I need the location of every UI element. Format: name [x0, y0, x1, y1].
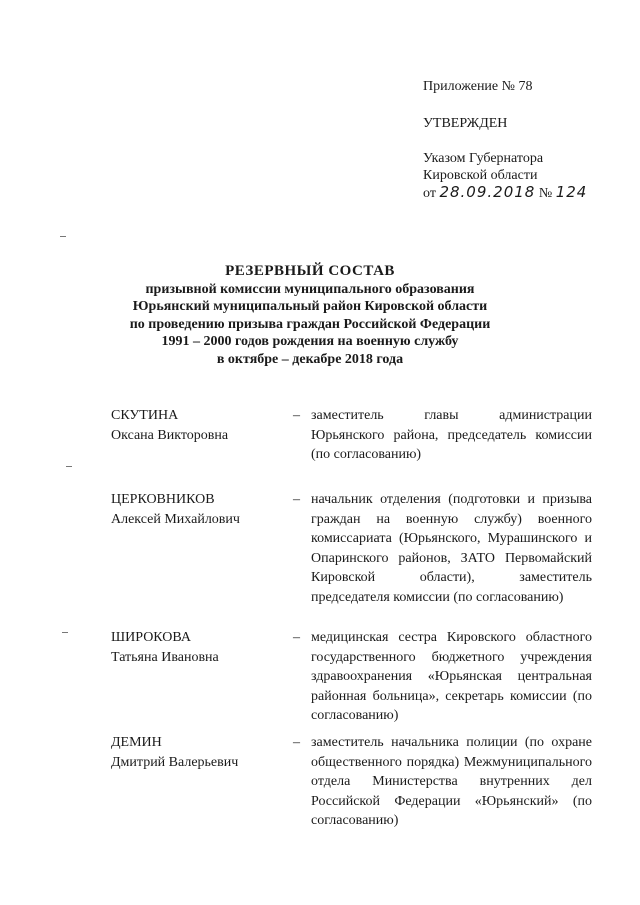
handwritten-number: 124 — [555, 183, 588, 201]
member-surname: СКУТИНА — [111, 408, 179, 423]
approval-block — [423, 78, 587, 202]
dash-separator: – — [293, 492, 300, 507]
title-line: в октябре – декабре 2018 года — [216, 351, 404, 367]
title-line: по проведению призыва граждан Российской Федерации — [129, 316, 491, 332]
document-title — [120, 263, 500, 368]
member-given-name: Алексей Михайлович — [111, 511, 240, 527]
member-role: заместитель главы администрации Юрьянского района, председатель комиссии (по согласованию) — [311, 408, 592, 462]
scan-speck — [60, 236, 66, 237]
scan-speck — [62, 632, 68, 633]
number-prefix: № — [538, 186, 553, 201]
appendix-number: Приложение № 78 — [423, 79, 533, 94]
approved-label: УТВЕРЖДЕН — [423, 116, 508, 131]
title-main: РЕЗЕРВНЫЙ СОСТАВ — [225, 263, 395, 279]
member-role: медицинская сестра Кировского областного государственного бюджетного учреждения здравоохранения «Юрьянская центральная районная больница», секретарь комиссии (по согласованию) — [311, 630, 592, 723]
member-role: заместитель начальника полиции (по охране общественного порядка) Межмуниципального отдела Министерства внутренних дел Российской Федерации «Юрьянский» (по согласованию) — [311, 735, 592, 828]
title-line: Юрьянский муниципальный район Кировской области — [132, 299, 488, 314]
decree-date-line — [423, 184, 587, 202]
handwritten-date: 28.09.2018 — [439, 183, 536, 201]
member-name — [111, 490, 240, 529]
member-surname: ШИРОКОВА — [111, 630, 191, 645]
member-given-name: Дмитрий Валерьевич — [111, 754, 239, 770]
member-name — [111, 733, 238, 772]
scan-speck — [66, 466, 72, 467]
member-surname: ЦЕРКОВНИКОВ — [111, 492, 215, 507]
member-name — [111, 628, 219, 667]
decree-line-2: Кировской области — [423, 168, 538, 183]
member-given-name: Оксана Викторовна — [111, 427, 229, 443]
member-given-name: Татьяна Ивановна — [111, 649, 219, 665]
title-line: 1991 – 2000 годов рождения на военную службу — [161, 334, 459, 349]
dash-separator: – — [293, 408, 300, 423]
member-surname: ДЕМИН — [111, 735, 162, 750]
member-name — [111, 406, 228, 445]
title-line: призывной комиссии муниципального образования — [145, 281, 475, 297]
dash-separator: – — [293, 630, 300, 645]
member-role: начальник отделения (подготовки и призыва граждан на военную службу) военного комиссариата (Юрьянского, Мурашинского и Опаринского районов, ЗАТО Первомайский Кировской области), заместитель председателя комиссии (по согласованию) — [311, 492, 592, 605]
decree-line-1: Указом Губернатора — [423, 151, 544, 166]
date-prefix: от — [423, 186, 436, 201]
dash-separator: – — [293, 735, 300, 750]
